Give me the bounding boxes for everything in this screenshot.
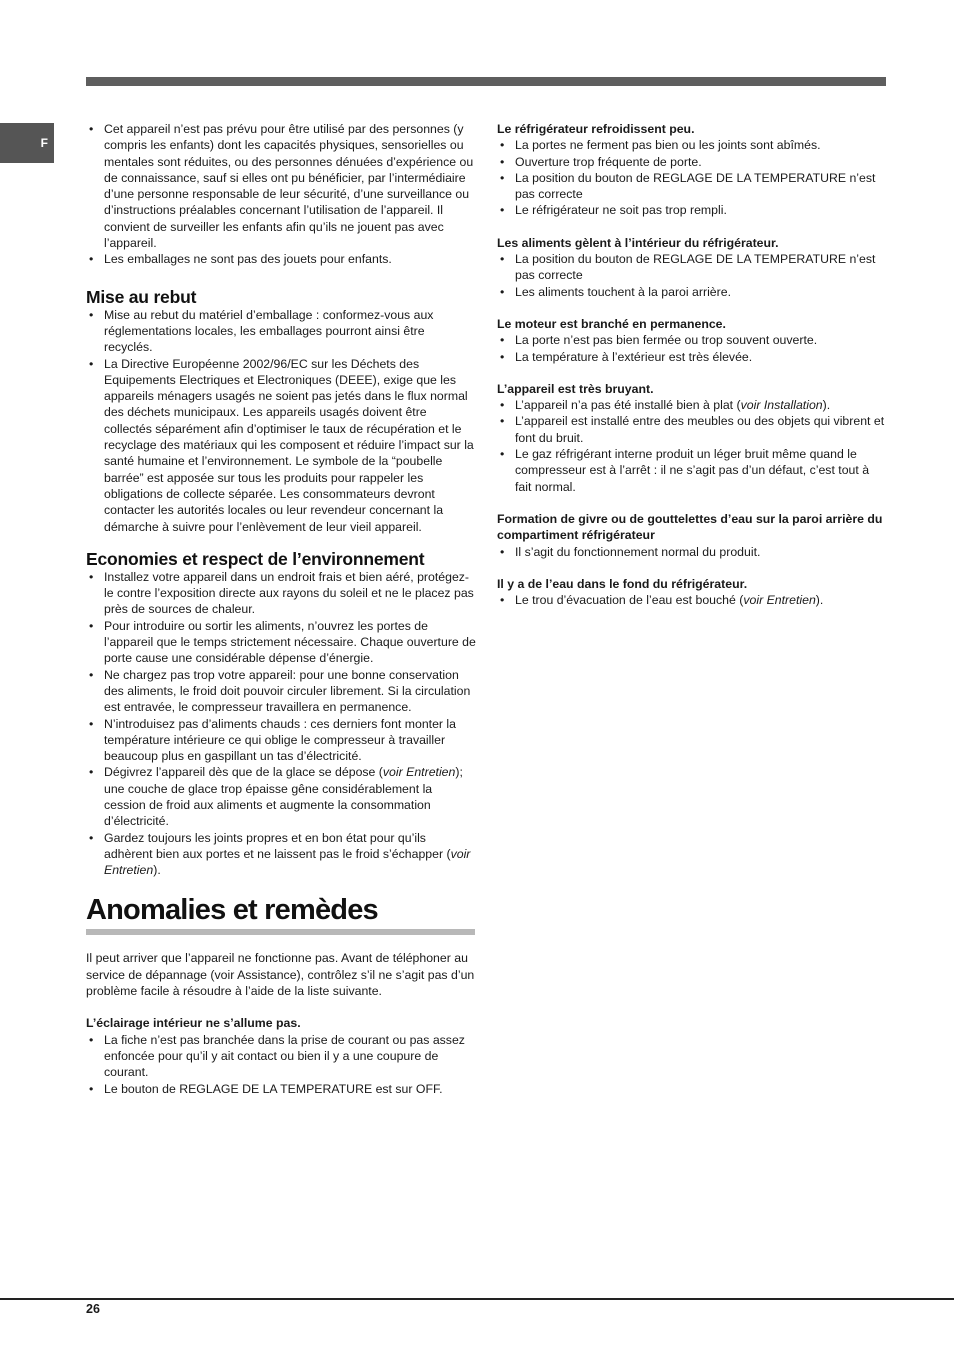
- rebut-heading: Mise au rebut: [86, 286, 197, 307]
- problem-heading: Les aliments gèlent à l’intérieur du réfrigérateur.: [497, 235, 779, 250]
- problem-heading: Le réfrigérateur refroidissent peu.: [497, 122, 695, 136]
- list-item: • Le bouton de REGLAGE DE LA TEMPERATURE est sur OFF.: [86, 1081, 476, 1097]
- header-rule: [86, 77, 886, 86]
- list-item: • Ouverture trop fréquente de porte.: [497, 154, 887, 170]
- problem-heading: Formation de givre ou de gouttelettes d’eau sur la paroi arrière du compartiment réfrigérateur: [497, 511, 883, 543]
- rebut-list: [86, 307, 476, 535]
- title-underline: [86, 929, 475, 935]
- page-number: 26: [86, 1302, 100, 1316]
- list-item: • La porte n’est pas bien fermée ou trop souvent ouverte.: [497, 332, 887, 348]
- list-item: • La fiche n’est pas branchée dans la prise de courant ou pas assez enfoncée pour qu’il y ait contact ou bien il y a une coupure de courant.: [86, 1032, 476, 1081]
- list-item: • N’introduisez pas d’aliments chauds : ces derniers font monter la température intérieure ce qui oblige le compresseur à travailler beaucoup plus en gaspillant un tas d’électricité.: [86, 716, 476, 765]
- problem-list: [497, 332, 887, 365]
- problem-list: [497, 592, 887, 608]
- list-item: • La position du bouton de REGLAGE DE LA TEMPERATURE n’est pas correcte: [497, 251, 887, 284]
- problem-list: [497, 251, 887, 300]
- list-item: • Les emballages ne sont pas des jouets pour enfants.: [86, 251, 476, 267]
- list-item: • L’appareil est installé entre des meubles ou des objets qui vibrent et font du bruit.: [497, 413, 887, 446]
- list-item: • Gardez toujours les joints propres et en bon état pour qu’ils adhèrent bien aux portes et ne laissent pas le froid s’échapper (voir Entretien).: [86, 830, 476, 879]
- problem-heading: L’appareil est très bruyant.: [497, 381, 654, 396]
- list-item: • Il s’agit du fonctionnement normal du produit.: [497, 544, 887, 560]
- language-tab: [0, 123, 54, 163]
- problem-list: [497, 397, 887, 495]
- problem-heading: Il y a de l’eau dans le fond du réfrigérateur.: [497, 576, 748, 591]
- right-column: [497, 121, 887, 608]
- list-item: • L’appareil n’a pas été installé bien à plat (voir Installation).: [497, 397, 887, 413]
- eclairage-list: [86, 1032, 476, 1097]
- list-item: • Mise au rebut du matériel d’emballage : conformez-vous aux réglementations locales, les emballages pourront ainsi être recyclés.: [86, 307, 476, 356]
- list-item: • Dégivrez l’appareil dès que de la glace se dépose (voir Entretien); une couche de glace trop épaisse gêne considérablement la cession de froid aux aliments et augmente la consommation d’électricité.: [86, 764, 476, 829]
- problem-list: [497, 544, 887, 560]
- problem-heading: Le moteur est branché en permanence.: [497, 316, 726, 331]
- list-item: • La température à l’extérieur est très élevée.: [497, 349, 887, 365]
- economies-list: [86, 569, 476, 879]
- list-item: • Le trou d’évacuation de l’eau est bouché (voir Entretien).: [497, 592, 887, 608]
- list-item: • Pour introduire ou sortir les aliments, n’ouvrez les portes de l’appareil que le temps strictement nécessaire. Chaque ouverture de porte cause une considérable dépense d’énergie.: [86, 618, 476, 667]
- list-item: • La Directive Européenne 2002/96/EC sur les Déchets des Equipements Electriques et Electroniques (DEEE), exige que les appareils ménagers usagés ne soient pas jetés dans le flux normal des déchets municipaux. Les appareils usagés doivent être collectés séparément afin d’optimiser le taux de récupération et le recyclage des matériaux qui les composent et réduire l’impact sur la santé humaine et l’environnement. Le symbole de la “poubelle barrée” est apposée sur tous les produits pour rappeler les obligations de collecte séparée. Les consommateurs devront contacter les autorités locales ou leur revendeur concernant la démarche à suivre pour l’enlèvement de leur vieil appareil.: [86, 356, 476, 535]
- language-tab-label: F: [40, 136, 48, 150]
- list-item: • Le réfrigérateur ne soit pas trop rempli.: [497, 202, 887, 218]
- intro-list: [86, 121, 476, 268]
- economies-heading: Economies et respect de l’environnement: [86, 548, 425, 569]
- list-item: • Installez votre appareil dans un endroit frais et bien aéré, protégez-le contre l’exposition directe aux rayons du soleil et ne le placez pas près de sources de chaleur.: [86, 569, 476, 618]
- eclairage-heading: L’éclairage intérieur ne s’allume pas.: [86, 1016, 301, 1031]
- list-item: • Les aliments touchent à la paroi arrière.: [497, 284, 887, 300]
- anomalies-title: Anomalies et remèdes: [86, 894, 378, 927]
- list-item: • Cet appareil n’est pas prévu pour être utilisé par des personnes (y compris les enfants) dont les capacités physiques, sensorielles ou mentales sont réduites, ou des personnes dénuées d’expérience ou de connaissance, sauf si elles ont pu bénéficier, par l’intermédiaire d’une personne responsable de leur sécurité, d’une surveillance ou d’instructions préalables concernant l’utilisation de l’appareil. Il convient de surveiller les enfants afin qu’ils ne jouent pas avec l’appareil.: [86, 121, 476, 251]
- list-item: • Le gaz réfrigérant interne produit un léger bruit même quand le compresseur est à l’arrêt : il ne s’agit pas d’un défaut, c’est tout à fait normal.: [497, 446, 887, 495]
- problem-list: [497, 137, 887, 218]
- footer-rule: [0, 1298, 954, 1300]
- list-item: • Ne chargez pas trop votre appareil: pour une bonne conservation des aliments, le froid doit pouvoir circuler librement. Si la circulation est entravée, le compresseur travaillera en permanence.: [86, 667, 476, 716]
- list-item: • La position du bouton de REGLAGE DE LA TEMPERATURE n’est pas correcte: [497, 170, 887, 203]
- left-column: [86, 121, 476, 1097]
- list-item: • La portes ne ferment pas bien ou les joints sont abîmés.: [497, 137, 887, 153]
- anomalies-intro: Il peut arriver que l’appareil ne fonctionne pas. Avant de téléphoner au service de dépannage (voir Assistance), contrôlez s’il ne s’agit pas d’un problème facile à résoudre à l’aide de la liste suivante.: [86, 951, 475, 999]
